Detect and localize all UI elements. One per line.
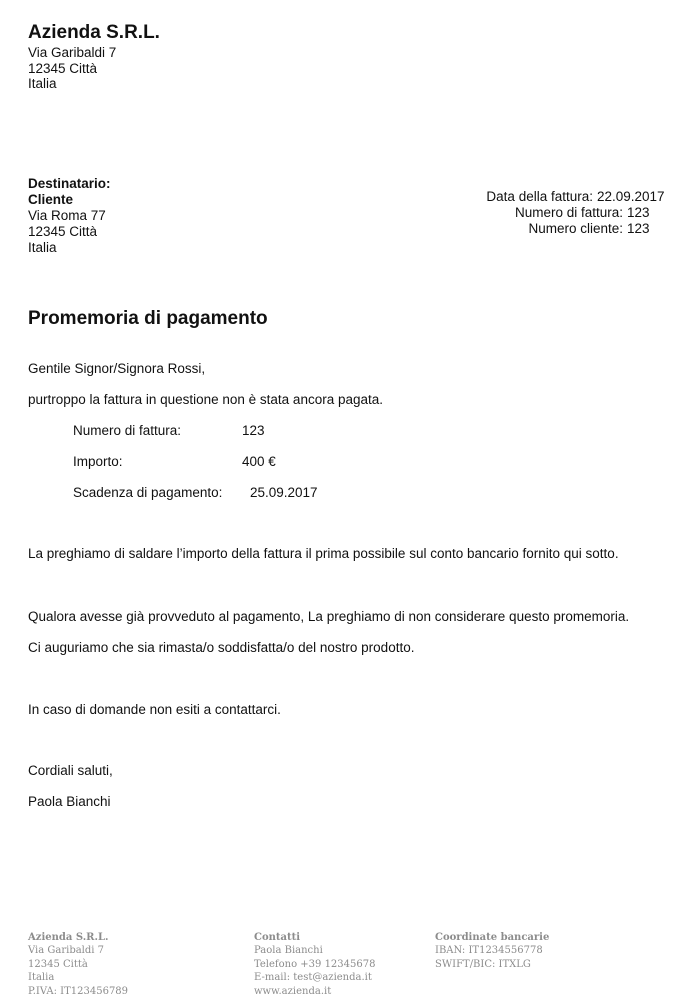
salutation: Gentile Signor/Signora Rossi, <box>28 361 206 376</box>
footer-company-country: Italia <box>28 972 55 984</box>
satisfaction-paragraph: Ci auguriamo che sia rimasta/o soddisfatta/o del nostro prodotto. <box>28 640 415 655</box>
details-due-date-label: Scadenza di pagamento: <box>73 485 223 500</box>
invoice-number-label: Numero di fattura: <box>514 205 623 220</box>
closing-line: Cordiali saluti, <box>28 763 113 778</box>
sender-address-block <box>28 22 328 92</box>
invoice-number-value: 123 <box>627 205 650 220</box>
customer-number-row <box>348 221 668 237</box>
footer-company-vat: P.IVA: IT123456789 <box>28 985 129 997</box>
payment-details <box>73 423 318 516</box>
recipient-city: 12345 Città <box>28 224 98 239</box>
customer-number-label: Numero cliente: <box>528 221 623 236</box>
recipient-address-block <box>28 176 328 256</box>
sender-street: Via Garibaldi 7 <box>28 45 117 60</box>
details-amount-label: Importo: <box>73 454 123 469</box>
footer-bank-heading: Coordinate bancarie <box>435 932 550 943</box>
details-amount-value: 400 € <box>242 454 276 469</box>
invoice-number-row <box>348 205 668 221</box>
footer-bank-swift: SWIFT/BIC: ITXLG <box>435 958 531 970</box>
footer-company-column <box>28 931 248 998</box>
recipient-label: Destinatario: <box>28 176 111 191</box>
invoice-date-value: 22.09.2017 <box>597 189 665 204</box>
footer-contact-name: Paola Bianchi <box>254 945 323 957</box>
sender-country: Italia <box>28 76 57 91</box>
invoice-date-row <box>348 189 668 205</box>
details-invoice-number-row <box>73 423 318 454</box>
payment-request-paragraph: La preghiamo di saldare l’importo della fattura il prima possibile sul conto bancario fornito qui sotto. <box>28 546 619 561</box>
footer-company-name: Azienda S.R.L. <box>28 932 109 943</box>
footer-company-street: Via Garibaldi 7 <box>28 945 105 957</box>
signature-name: Paola Bianchi <box>28 794 111 809</box>
footer-bank-iban: IBAN: IT1234556778 <box>435 945 543 957</box>
details-invoice-number-label: Numero di fattura: <box>73 423 182 438</box>
letter-subject: Promemoria di pagamento <box>28 308 268 329</box>
details-due-date-value: 25.09.2017 <box>250 485 318 500</box>
recipient-street: Via Roma 77 <box>28 208 106 223</box>
sender-company-name: Azienda S.R.L. <box>28 22 160 43</box>
invoice-meta-block <box>348 189 668 237</box>
footer-contact-website: www.azienda.it <box>254 985 332 997</box>
invoice-date-label: Data della fattura: <box>486 189 593 204</box>
intro-paragraph: purtroppo la fattura in questione non è stata ancora pagata. <box>28 392 384 407</box>
customer-number-value: 123 <box>627 221 650 236</box>
footer-contacts-heading: Contatti <box>254 932 301 943</box>
already-paid-paragraph: Qualora avesse già provveduto al pagamento, La preghiamo di non considerare questo promemoria. <box>28 609 630 624</box>
details-invoice-number-value: 123 <box>242 423 265 438</box>
recipient-country: Italia <box>28 240 57 255</box>
recipient-name: Cliente <box>28 192 74 207</box>
footer-contact-email: E-mail: test@azienda.it <box>254 972 372 984</box>
contact-note-paragraph: In caso di domande non esiti a contattarci. <box>28 702 281 717</box>
details-due-date-row <box>73 485 318 516</box>
footer-contact-phone: Telefono +39 12345678 <box>254 958 376 970</box>
details-amount-row <box>73 454 318 485</box>
footer-bank-column <box>435 931 655 971</box>
sender-city: 12345 Città <box>28 60 98 76</box>
footer-company-city: 12345 Città <box>28 958 88 970</box>
